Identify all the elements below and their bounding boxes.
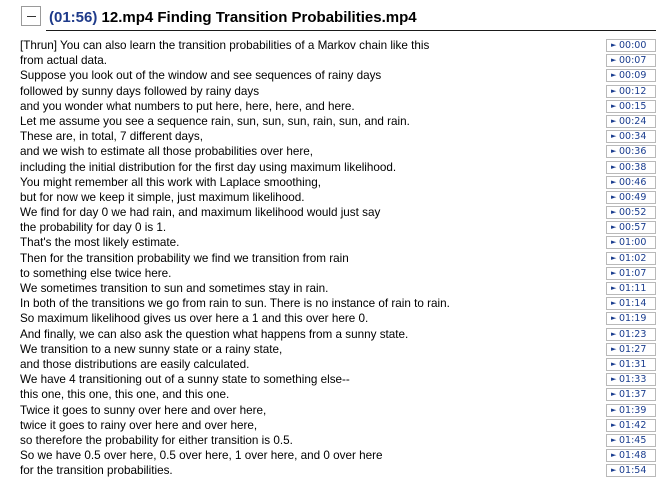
timestamp-button[interactable]	[606, 252, 656, 265]
transcript-line: twice it goes to rainy over here and over here,	[20, 418, 258, 432]
play-icon: ►	[611, 253, 617, 262]
timestamp-label: 00:52	[619, 207, 647, 219]
play-icon: ►	[611, 41, 617, 49]
timestamp-label: 01:19	[619, 313, 647, 325]
play-icon: ►	[611, 268, 617, 277]
timestamp-button[interactable]	[606, 449, 656, 462]
timestamp-label: 00:34	[619, 131, 647, 143]
transcript-line: so therefore the probability for either transition is 0.5.	[20, 433, 293, 447]
play-icon: ►	[611, 162, 617, 171]
transcript-line: Suppose you look out of the window and see sequences of rainy days	[20, 69, 382, 83]
transcript-line: So maximum likelihood gives us over here a 1 and this over here 0.	[20, 312, 369, 326]
transcript-line: and those distributions are easily calculated.	[20, 357, 250, 371]
play-icon: ►	[611, 177, 617, 186]
transcript-row	[0, 38, 659, 53]
timestamp-button[interactable]	[606, 191, 656, 204]
transcript-line: We transition to a new sunny state or a rainy state,	[20, 342, 283, 356]
play-icon: ►	[611, 314, 617, 323]
play-icon: ►	[611, 344, 617, 353]
play-icon: ►	[611, 116, 617, 125]
timestamp-button[interactable]	[606, 343, 656, 356]
timestamp-button[interactable]	[606, 328, 656, 341]
transcript-line: to something else twice here.	[20, 266, 172, 280]
timestamp-label: 00:36	[619, 146, 647, 158]
timestamp-button[interactable]	[606, 297, 656, 310]
timestamp-button[interactable]	[606, 69, 656, 82]
video-title	[49, 9, 417, 26]
play-icon: ►	[611, 238, 617, 247]
transcript-line: this one, this one, this one, and this one.	[20, 388, 230, 402]
transcript-row	[0, 84, 659, 99]
transcript-row	[0, 463, 659, 478]
transcript-row	[0, 99, 659, 114]
transcript-row	[0, 266, 659, 281]
transcript-row	[0, 327, 659, 342]
transcript-row	[0, 403, 659, 418]
play-icon: ►	[611, 299, 617, 308]
transcript-row	[0, 144, 659, 159]
play-icon: ►	[611, 284, 617, 292]
timestamp-button[interactable]	[606, 100, 656, 113]
transcript-row	[0, 448, 659, 463]
timestamp-label: 00:15	[619, 100, 647, 112]
timestamp-button[interactable]	[606, 236, 656, 249]
timestamp-button[interactable]	[606, 221, 656, 234]
play-icon: ►	[611, 56, 617, 65]
timestamp-button[interactable]	[606, 267, 656, 280]
timestamp-button[interactable]	[606, 161, 656, 174]
timestamp-label: 00:38	[619, 161, 647, 173]
transcript-row	[0, 387, 659, 402]
transcript-line: And finally, we can also ask the question what happens from a sunny state.	[20, 327, 409, 341]
transcript-line: These are, in total, 7 different days,	[20, 130, 203, 144]
transcript-row	[0, 372, 659, 387]
play-icon: ►	[611, 466, 617, 475]
transcript-line: Twice it goes to sunny over here and over here,	[20, 403, 267, 417]
timestamp-label: 00:46	[619, 176, 647, 188]
transcript-row	[0, 281, 659, 296]
transcript-line: for the transition probabilities.	[20, 464, 173, 478]
timestamp-button[interactable]	[606, 358, 656, 371]
timestamp-label: 01:37	[619, 389, 647, 401]
timestamp-label: 01:11	[619, 283, 647, 294]
transcript-line: That's the most likely estimate.	[20, 236, 180, 250]
timestamp-label: 00:49	[619, 191, 647, 203]
transcript-list	[0, 38, 659, 478]
timestamp-label: 01:39	[619, 404, 647, 416]
timestamp-button[interactable]	[606, 373, 656, 386]
timestamp-label: 00:00	[619, 40, 647, 51]
video-filename: 12.mp4 Finding Transition Probabilities.mp4	[101, 9, 417, 26]
timestamp-label: 00:12	[619, 85, 647, 97]
play-icon: ►	[611, 451, 617, 460]
transcript-row	[0, 175, 659, 190]
transcript-line: We find for day 0 we had rain, and maximum likelihood would just say	[20, 206, 381, 220]
timestamp-label: 01:00	[619, 237, 647, 249]
transcript-row	[0, 251, 659, 266]
timestamp-button[interactable]	[606, 115, 656, 128]
play-icon: ►	[611, 71, 617, 80]
play-icon: ►	[611, 223, 617, 232]
play-icon: ►	[611, 375, 617, 384]
transcript-row	[0, 296, 659, 311]
title-divider	[46, 30, 656, 31]
transcript-line: from actual data.	[20, 54, 108, 68]
transcript-line: including the initial distribution for the first day using maximum likelihood.	[20, 160, 397, 174]
transcript-row	[0, 418, 659, 433]
play-icon: ►	[611, 208, 617, 217]
timestamp-button[interactable]	[606, 312, 656, 325]
timestamp-label: 01:31	[619, 358, 647, 370]
timestamp-button[interactable]	[606, 145, 656, 158]
play-icon: ►	[611, 405, 617, 414]
timestamp-button[interactable]	[606, 434, 656, 447]
play-icon: ►	[611, 390, 617, 399]
transcript-line: the probability for day 0 is 1.	[20, 221, 167, 235]
play-icon: ►	[611, 359, 617, 368]
transcript-row	[0, 160, 659, 175]
transcript-row	[0, 433, 659, 448]
transcript-row	[0, 205, 659, 220]
timestamp-button[interactable]	[606, 206, 656, 219]
transcript-line: Let me assume you see a sequence rain, sun, sun, sun, rain, sun, and rain.	[20, 114, 410, 128]
timestamp-label: 01:14	[619, 298, 647, 310]
transcript-row	[0, 114, 659, 129]
play-icon: ►	[611, 420, 617, 429]
play-icon: ►	[611, 86, 617, 95]
transcript-row	[0, 311, 659, 326]
transcript-line: and you wonder what numbers to put here, here, here, and here.	[20, 99, 355, 113]
timestamp-label: 01:33	[619, 374, 647, 386]
transcript-row	[0, 220, 659, 235]
timestamp-label: 01:23	[619, 328, 647, 340]
timestamp-button[interactable]	[606, 54, 656, 67]
timestamp-button[interactable]	[606, 176, 656, 189]
timestamp-button[interactable]	[606, 282, 656, 295]
timestamp-label: 01:07	[619, 267, 647, 279]
transcript-row	[0, 129, 659, 144]
play-icon: ►	[611, 147, 617, 156]
transcript-row	[0, 357, 659, 372]
timestamp-button[interactable]	[606, 464, 656, 477]
timestamp-label: 01:27	[619, 343, 647, 355]
transcript-line: and we wish to estimate all those probabilities over here,	[20, 145, 313, 159]
timestamp-button[interactable]	[606, 388, 656, 401]
timestamp-label: 00:57	[619, 222, 647, 234]
transcript-row	[0, 342, 659, 357]
play-icon: ►	[611, 132, 617, 141]
timestamp-button[interactable]	[606, 404, 656, 417]
timestamp-label: 01:42	[619, 419, 647, 431]
timestamp-button[interactable]	[606, 39, 656, 52]
timestamp-label: 01:02	[619, 252, 647, 264]
play-icon: ►	[611, 329, 617, 338]
transcript-row	[0, 53, 659, 68]
play-icon: ►	[611, 101, 617, 110]
transcript-line: You might remember all this work with Laplace smoothing,	[20, 175, 321, 189]
transcript-row	[0, 190, 659, 205]
video-duration: (01:56)	[49, 9, 98, 26]
transcript-header	[0, 0, 659, 36]
transcript-line: So we have 0.5 over here, 0.5 over here, 1 over here, and 0 over here	[20, 449, 383, 463]
transcript-row	[0, 68, 659, 83]
transcript-line: Then for the transition probability we find we transition from rain	[20, 251, 349, 265]
transcript-line: We sometimes transition to sun and sometimes stay in rain.	[20, 282, 329, 295]
transcript-line: We have 4 transitioning out of a sunny state to something else--	[20, 373, 350, 387]
timestamp-label: 01:48	[619, 450, 647, 462]
minus-icon[interactable]	[21, 6, 41, 26]
timestamp-label: 00:24	[619, 115, 647, 127]
timestamp-label: 00:07	[619, 55, 647, 67]
transcript-line: [Thrun] You can also learn the transition probabilities of a Markov chain like this	[20, 39, 430, 52]
timestamp-button[interactable]	[606, 130, 656, 143]
timestamp-button[interactable]	[606, 419, 656, 432]
timestamp-button[interactable]	[606, 85, 656, 98]
timestamp-label: 01:54	[619, 465, 647, 477]
timestamp-label: 00:09	[619, 70, 647, 82]
play-icon: ►	[611, 192, 617, 201]
transcript-row	[0, 235, 659, 250]
transcript-line: followed by sunny days followed by rainy days	[20, 84, 260, 98]
transcript-line: but for now we keep it simple, just maximum likelihood.	[20, 190, 305, 204]
play-icon: ►	[611, 435, 617, 444]
timestamp-label: 01:45	[619, 434, 647, 446]
transcript-line: In both of the transitions we go from rain to sun. There is no instance of rain to rain.	[20, 297, 450, 311]
